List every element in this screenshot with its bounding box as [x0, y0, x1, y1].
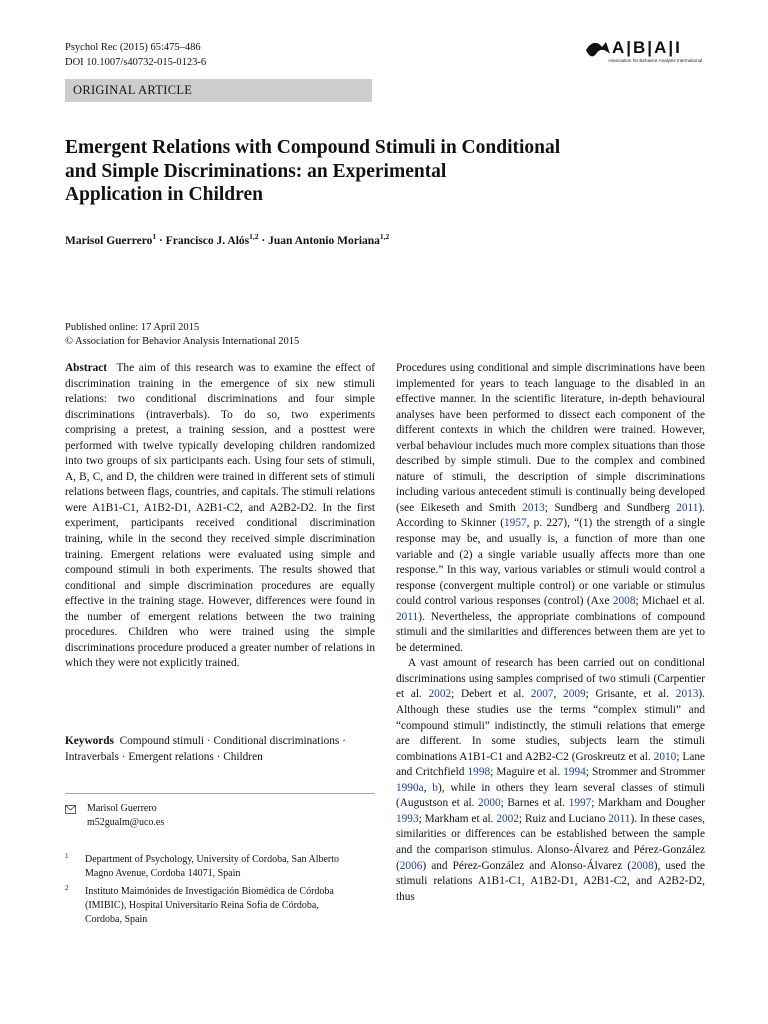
abstract-label: Abstract: [65, 362, 108, 374]
citation-link[interactable]: 2011: [676, 501, 699, 514]
body-text-run: ,: [553, 688, 564, 701]
article-type-badge: ORIGINAL ARTICLE: [65, 79, 372, 102]
affiliation-line: (IMIBIC), Hospital Universitario Reina Sofía de Córdoba,: [85, 900, 319, 911]
body-text-run: ; Markham and Dougher: [591, 797, 706, 810]
citation-link[interactable]: 2007: [530, 688, 554, 701]
body-text-run: ; Markham et al.: [418, 812, 497, 825]
body-paragraph: [396, 361, 705, 656]
author-affiliation: 1,2: [249, 232, 259, 241]
body-paragraph: [396, 656, 705, 905]
author-list: [65, 232, 389, 247]
title-line-2: and Simple Discriminations: an Experimental: [65, 160, 447, 182]
author-affiliation: 1: [152, 232, 157, 241]
citation-link[interactable]: 1997: [568, 797, 592, 810]
body-text-run: ), while in others they learn several classes of stimuli (Augustson et al.: [396, 781, 705, 810]
citation-link[interactable]: 1957: [504, 517, 527, 530]
citation-link[interactable]: 2013: [675, 688, 699, 701]
citation-link[interactable]: 2011: [608, 812, 631, 825]
citation-link[interactable]: 2011: [396, 610, 419, 623]
citation-link[interactable]: 1993: [396, 812, 419, 825]
author-separator: ·: [156, 234, 166, 247]
copyright-line: © Association for Behavior Analysis International 2015: [65, 336, 300, 347]
body-text-run: ; Grisante, et al.: [585, 688, 676, 701]
footnote-divider: [65, 793, 375, 794]
abstract-section: [65, 361, 375, 672]
citation-link[interactable]: 1998: [467, 766, 491, 779]
journal-citation: [65, 40, 206, 70]
citation-link[interactable]: 2013: [522, 501, 545, 514]
citation-link[interactable]: 2008: [631, 859, 654, 872]
affiliation-2: [85, 885, 334, 927]
affiliation-line: Cordoba, Spain: [85, 914, 148, 925]
abstract-text: The aim of this research was to examine the effect of discrimination training in the emergence of six new stimuli relations: two conditional discriminations and four simple discriminations (intraverbals). To do so, two experiments comprising a pretest, a training session, and a posttest were performed with twelve typically developing children randomized into two groups of six participants each. Using four sets of stimuli, A, B, C, and D, the children were trained in different sets of stimuli relations between flags, countries, and capitals. The stimuli relations were A1B1-C1, A1B2-D1, A2B1-C2, and A2B2-D2. In the first experiment, participants received conditional discrimination training, while in the second they received simple discrimination training. Emergent relations were evaluated using simple and compound stimuli in both experiments. The results showed that conditional and simple discrimination procedures are equally effective in the training stage. However, differences were found in the number of emergent relations between the two training procedures. Children who were trained using the simple discriminations procedure produced a greater number of relations in which they were not explicitly trained.: [65, 362, 376, 670]
body-text-run: ; Maguire et al.: [490, 766, 564, 779]
publication-info: [65, 321, 299, 349]
citation-link[interactable]: 2006: [399, 859, 423, 872]
title-line-1: Emergent Relations with Compound Stimuli in Conditional: [65, 137, 561, 158]
envelope-icon: [65, 805, 76, 814]
body-text-run: ). In these cases, similarities or differences can be established between the sample and the comparison stimulus. Alonso-Álvarez and Pérez-González (: [396, 812, 705, 872]
affiliation-number: 1: [65, 852, 69, 860]
body-text-run: A vast amount of research has been carried out on conditional discriminations using samples comprised of two stimuli (Carpentier et al.: [396, 657, 705, 701]
body-text-run: ; Debert et al.: [451, 688, 531, 701]
title-line-3: Application in Children: [65, 184, 263, 205]
citation-link[interactable]: 2009: [563, 688, 586, 701]
author-name[interactable]: Juan Antonio Moriana: [268, 234, 380, 247]
doi-line[interactable]: DOI 10.1007/s40732-015-0123-6: [65, 57, 207, 68]
author-name[interactable]: Marisol Guerrero: [65, 234, 153, 247]
affiliation-number: 2: [65, 884, 69, 892]
keywords-section: [65, 734, 375, 765]
citation-link[interactable]: 1994: [563, 766, 586, 779]
abai-logo-text: A|B|A|I: [612, 38, 682, 57]
published-date: Published online: 17 April 2015: [65, 322, 200, 333]
body-text-column: [396, 361, 705, 905]
keywords-label: Keywords: [65, 735, 114, 747]
corresponding-author: [87, 802, 164, 830]
citation-link[interactable]: b: [432, 781, 438, 794]
affiliation-line: Magno Avenue, Cordoba 14071, Spain: [85, 868, 241, 879]
citation-link[interactable]: 1990a: [396, 781, 424, 794]
abai-logo-subtitle: Association for Behavior Analysis International: [608, 58, 703, 63]
author-affiliation: 1,2: [379, 232, 390, 241]
body-text-run: ). Nevertheless, the appropriate combinations of compound stimuli and the similarities and differences between them are yet to be determined.: [396, 610, 705, 654]
affiliation-line: Department of Psychology, University of Cordoba, San Alberto: [85, 854, 340, 865]
author-name[interactable]: Francisco J. Alós: [165, 234, 250, 247]
body-text-run: ) and Pérez-González and Alonso-Álvarez (: [422, 859, 632, 872]
contact-name: Marisol Guerrero: [87, 803, 157, 814]
keywords-text: Compound stimuli · Conditional discriminations · Intraverbals · Emergent relations · Children: [65, 735, 346, 763]
citation-link[interactable]: 2008: [612, 595, 636, 608]
body-text-run: ; Lane and Critchfield: [396, 750, 706, 779]
body-text-run: , p. 227), “(1) the strength of a single response may be, and usually is, a function of more than one variable and (2) a single variable usually affects more than one response.” In this way, various variables or stimuli would control a response (convergent multiple control) or one variable or stimulus could control various responses (control) (Axe: [396, 517, 705, 608]
body-text-run: ; Sundberg and Sundberg: [544, 501, 677, 514]
citation-link[interactable]: 2010: [653, 750, 677, 763]
body-text-run: ; Strommer and Strommer: [585, 766, 705, 779]
contact-email[interactable]: m52gualm@uco.es: [87, 817, 165, 828]
body-text-run: ; Barnes et al.: [500, 797, 569, 810]
article-title: [65, 136, 665, 207]
citation-link[interactable]: 2000: [478, 797, 501, 810]
body-text-run: Procedures using conditional and simple discriminations have been implemented for years to teach language to the disabled in an effective manner. In the scientific literature, in-depth behavioural analyses have been performed to dissect each component of the different contexts in which the children were trained. However, verbal behaviour includes much more complex situations than those described by simple stimuli. Due to the complex and combined nature of stimuli, the description of simple discriminations including various antecedent stimuli is continually being developed (see Eikeseth and Smith: [396, 362, 705, 514]
citation-link[interactable]: 2002: [496, 812, 519, 825]
affiliation-1: [85, 853, 339, 881]
body-text-run: ). Although these studies use the terms “complex stimuli” and “compound stimuli” indistinctly, the stimuli relations that emerge are different. In some studies, subjects learn the stimuli combinations A1B1-C1 and A2B2-C2 (Groskreutz et al.: [396, 688, 705, 763]
journal-line: Psychol Rec (2015) 65:475–486: [65, 42, 201, 53]
body-text-run: ; Ruiz and Luciano: [518, 812, 609, 825]
body-text-run: ,: [423, 781, 433, 794]
citation-link[interactable]: 2002: [428, 688, 452, 701]
body-text-run: ), used the stimuli relations A1B1-C1, A1B2-D1, A2B1-C2, and A2B2-D2, thus: [396, 859, 706, 903]
body-text-run: ). According to Skinner (: [396, 501, 705, 530]
affiliation-line: Instituto Maimónides de Investigación Biomédica de Córdoba: [85, 886, 334, 897]
author-separator: ·: [258, 234, 269, 247]
body-text-run: ; Michael et al.: [635, 595, 705, 608]
